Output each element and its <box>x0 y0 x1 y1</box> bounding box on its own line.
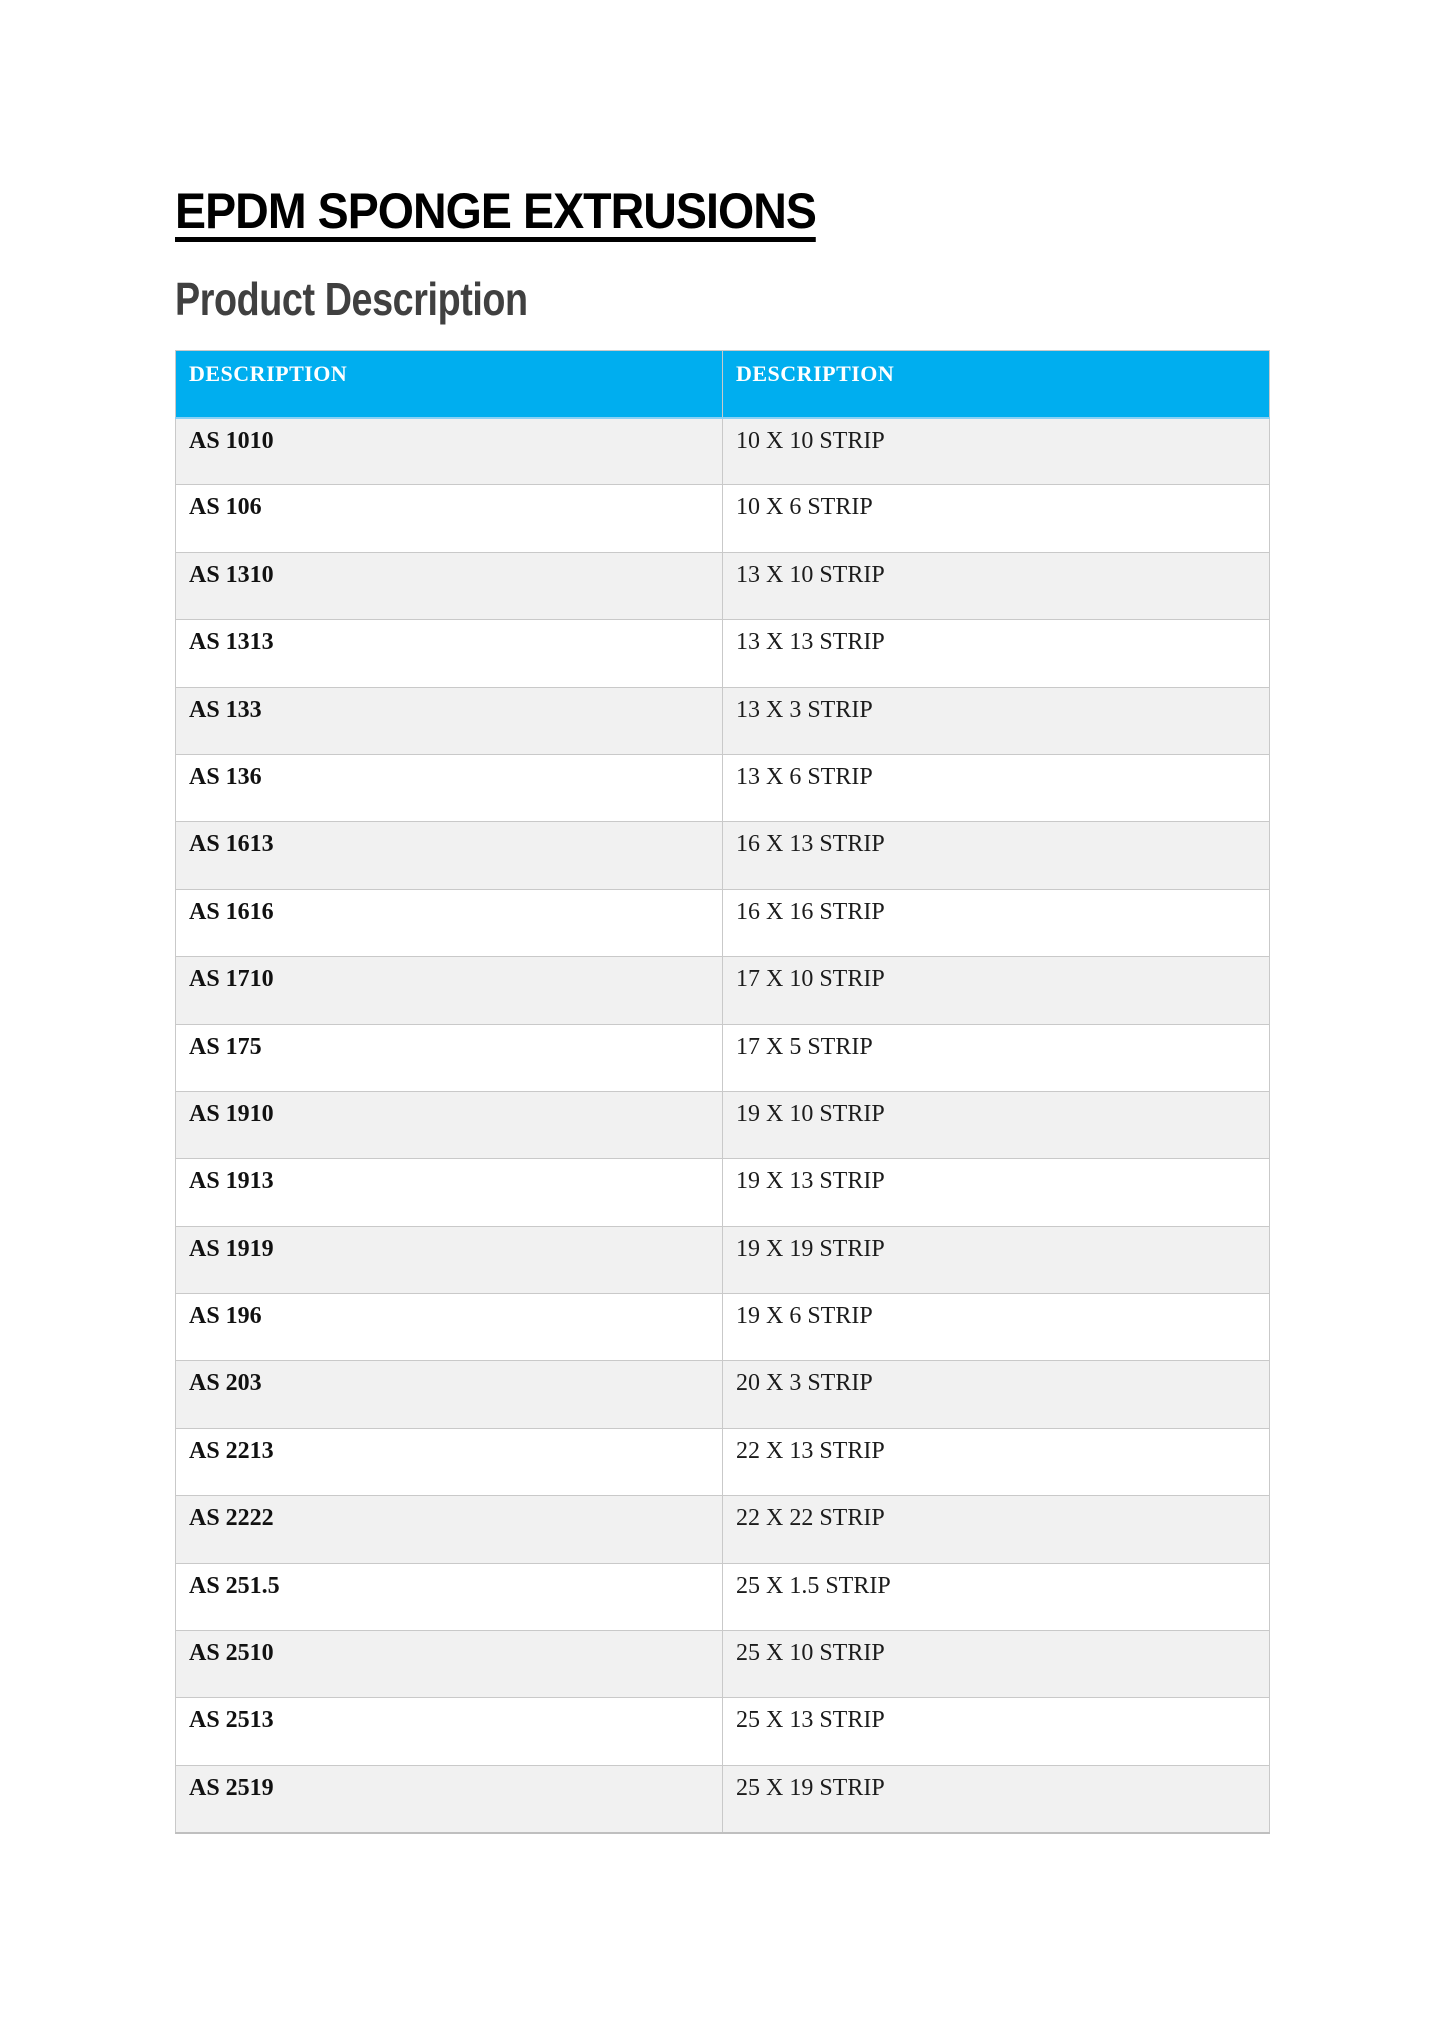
product-code-cell: AS 1710 <box>176 957 723 1024</box>
page-subtitle <box>175 273 605 325</box>
table-row <box>176 1631 1270 1698</box>
product-code-cell: AS 2213 <box>176 1428 723 1495</box>
table-body <box>176 418 1270 1833</box>
product-code-cell: AS 196 <box>176 1294 723 1361</box>
product-size-cell: 25 X 13 STRIP <box>723 1698 1270 1765</box>
product-size-cell: 17 X 5 STRIP <box>723 1024 1270 1091</box>
table-row <box>176 1159 1270 1226</box>
table-row <box>176 822 1270 889</box>
product-size-cell: 13 X 10 STRIP <box>723 552 1270 619</box>
product-code-cell: AS 2510 <box>176 1631 723 1698</box>
table-row <box>176 552 1270 619</box>
product-code-cell: AS 1313 <box>176 620 723 687</box>
product-size-cell: 13 X 3 STRIP <box>723 687 1270 754</box>
header-cell-description-left: DESCRIPTION <box>176 351 723 418</box>
table-row <box>176 485 1270 552</box>
product-code-cell: AS 1010 <box>176 418 723 485</box>
table-row <box>176 620 1270 687</box>
table-row <box>176 1294 1270 1361</box>
product-code-cell: AS 1310 <box>176 552 723 619</box>
product-size-cell: 19 X 19 STRIP <box>723 1226 1270 1293</box>
product-size-cell: 22 X 13 STRIP <box>723 1428 1270 1495</box>
product-size-cell: 22 X 22 STRIP <box>723 1496 1270 1563</box>
product-size-cell: 13 X 6 STRIP <box>723 754 1270 821</box>
header-cell-description-right: DESCRIPTION <box>723 351 1270 418</box>
page-title <box>175 183 864 242</box>
product-size-cell: 19 X 13 STRIP <box>723 1159 1270 1226</box>
product-size-cell: 19 X 6 STRIP <box>723 1294 1270 1361</box>
product-code-cell: AS 2222 <box>176 1496 723 1563</box>
table-row <box>176 1091 1270 1158</box>
table-header-row <box>176 351 1270 418</box>
product-code-cell: AS 1616 <box>176 889 723 956</box>
table-row <box>176 1765 1270 1832</box>
table-row <box>176 889 1270 956</box>
page-subtitle-text: Product Description <box>175 273 528 325</box>
product-code-cell: AS 251.5 <box>176 1563 723 1630</box>
product-size-cell: 20 X 3 STRIP <box>723 1361 1270 1428</box>
product-size-cell: 16 X 13 STRIP <box>723 822 1270 889</box>
product-code-cell: AS 133 <box>176 687 723 754</box>
product-code-cell: AS 136 <box>176 754 723 821</box>
product-code-cell: AS 1613 <box>176 822 723 889</box>
product-code-cell: AS 1910 <box>176 1091 723 1158</box>
product-code-cell: AS 175 <box>176 1024 723 1091</box>
table-row <box>176 1024 1270 1091</box>
product-code-cell: AS 203 <box>176 1361 723 1428</box>
product-size-cell: 16 X 16 STRIP <box>723 889 1270 956</box>
product-description-table <box>175 350 1270 1834</box>
product-size-cell: 10 X 6 STRIP <box>723 485 1270 552</box>
product-size-cell: 25 X 10 STRIP <box>723 1631 1270 1698</box>
product-code-cell: AS 1913 <box>176 1159 723 1226</box>
product-code-cell: AS 106 <box>176 485 723 552</box>
product-size-cell: 25 X 1.5 STRIP <box>723 1563 1270 1630</box>
table-row <box>176 957 1270 1024</box>
table-row <box>176 1361 1270 1428</box>
table-row <box>176 1563 1270 1630</box>
table-row <box>176 687 1270 754</box>
page-title-text: EPDM SPONGE EXTRUSIONS <box>175 186 816 242</box>
product-size-cell: 13 X 13 STRIP <box>723 620 1270 687</box>
table-row <box>176 418 1270 485</box>
table-row <box>176 754 1270 821</box>
product-code-cell: AS 2519 <box>176 1765 723 1832</box>
table-row <box>176 1496 1270 1563</box>
product-size-cell: 19 X 10 STRIP <box>723 1091 1270 1158</box>
product-code-cell: AS 1919 <box>176 1226 723 1293</box>
product-size-cell: 17 X 10 STRIP <box>723 957 1270 1024</box>
table-row <box>176 1428 1270 1495</box>
product-code-cell: AS 2513 <box>176 1698 723 1765</box>
table-row <box>176 1226 1270 1293</box>
table-row <box>176 1698 1270 1765</box>
product-size-cell: 25 X 19 STRIP <box>723 1765 1270 1832</box>
product-size-cell: 10 X 10 STRIP <box>723 418 1270 485</box>
